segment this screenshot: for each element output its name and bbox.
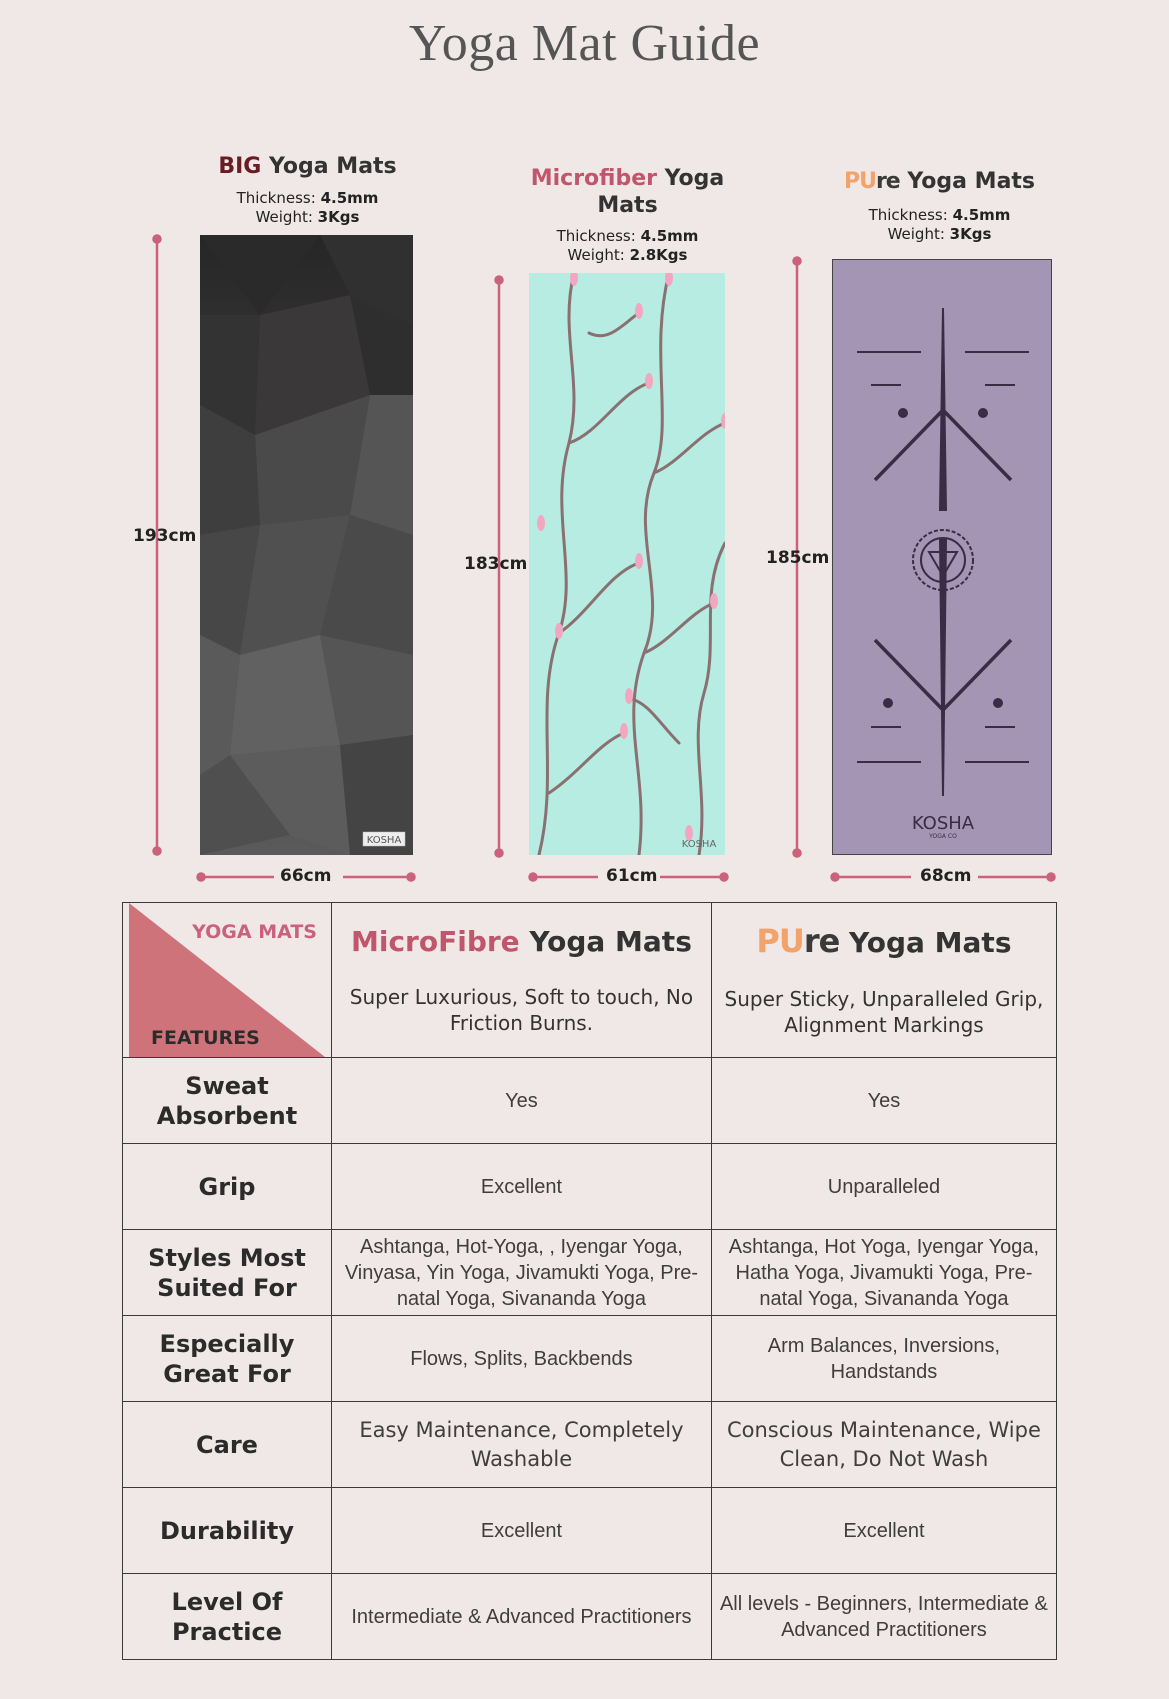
mat-microfiber-width: 61cm [606, 866, 658, 886]
table-row [123, 1488, 1057, 1574]
microfibre-value: Excellent [332, 1144, 712, 1230]
mat-big-heading: BIG Yoga Mats [218, 154, 397, 179]
feature-label: Level Of Practice [123, 1574, 332, 1660]
table-row [123, 1058, 1057, 1144]
mat-microfiber-length: 183cm [464, 554, 528, 574]
column-title-pure: PUre Yoga Mats [756, 922, 1012, 960]
pure-value: Ashtanga, Hot Yoga, Iyengar Yoga, Hatha Yoga, Jivamukti Yoga, Pre-natal Yoga, Sivananda Yoga [711, 1230, 1056, 1316]
feature-label: Styles Most Suited For [123, 1230, 332, 1316]
table-row [123, 1402, 1057, 1488]
magnolia-branch-icon [529, 273, 725, 855]
mat-pure-specs: Thickness: 4.5mm Weight: 3Kgs [868, 206, 1011, 243]
kosha-logo-text: KOSHA [911, 813, 975, 834]
table-row [123, 1316, 1057, 1402]
microfibre-value: Yes [332, 1058, 712, 1144]
column-title-microfibre: MicroFibre Yoga Mats [351, 924, 692, 958]
column-subtitle-pure: Super Sticky, Unparalleled Grip, Alignment Markings [724, 987, 1044, 1037]
corner-label-mats: YOGA MATS [192, 921, 317, 943]
pure-value: Excellent [711, 1488, 1056, 1574]
alignment-markings-icon [833, 260, 1052, 855]
pure-logo: PUre [843, 169, 900, 194]
table-row [123, 1230, 1057, 1316]
table-corner [123, 903, 332, 1058]
geometric-pattern-icon [200, 235, 413, 855]
mat-big-width: 66cm [280, 866, 332, 886]
pure-value: Arm Balances, Inversions, Handstands [711, 1316, 1056, 1402]
table-row [123, 1144, 1057, 1230]
kosha-logo-subtext: YOGA CO [929, 833, 957, 840]
microfibre-value: Easy Maintenance, Completely Washable [332, 1402, 712, 1488]
page-title: Yoga Mat Guide [408, 15, 761, 72]
column-header-microfibre [332, 903, 712, 1058]
kosha-logo-text: KOSHA [366, 835, 402, 846]
feature-label: Care [123, 1402, 332, 1488]
mat-microfiber-specs: Thickness: 4.5mm Weight: 2.8Kgs [556, 227, 699, 264]
column-subtitle-microfibre: Super Luxurious, Soft to touch, No Friction Burns. [349, 984, 694, 1035]
kosha-logo-text: KOSHA [681, 839, 717, 850]
mat-microfiber-heading: Microfiber Yoga Mats [530, 166, 725, 218]
table-row [123, 1574, 1057, 1660]
pure-logo: PUre [756, 922, 840, 960]
mat-pure-length: 185cm [766, 548, 830, 568]
column-header-pure [711, 903, 1056, 1058]
microfibre-value: Intermediate & Advanced Practitioners [332, 1574, 712, 1660]
feature-label: Sweat Absorbent [123, 1058, 332, 1144]
mat-big-specs: Thickness: 4.5mm Weight: 3Kgs [236, 189, 379, 226]
feature-label: Especially Great For [123, 1316, 332, 1402]
corner-label-features: FEATURES [151, 1027, 260, 1049]
mat-big-length: 193cm [133, 526, 197, 546]
microfibre-value: Flows, Splits, Backbends [332, 1316, 712, 1402]
pure-value: Unparalleled [711, 1144, 1056, 1230]
microfibre-value: Ashtanga, Hot-Yoga, , Iyengar Yoga, Vinyasa, Yin Yoga, Jivamukti Yoga, Pre-natal Yoga, Sivananda Yoga [332, 1230, 712, 1316]
mat-big-image [200, 235, 413, 855]
mat-pure-heading: PUre Yoga Mats [843, 169, 1036, 194]
mat-pure-image [832, 259, 1052, 855]
feature-label: Grip [123, 1144, 332, 1230]
feature-label: Durability [123, 1488, 332, 1574]
comparison-table [122, 902, 1057, 1660]
pure-value: Conscious Maintenance, Wipe Clean, Do Not Wash [711, 1402, 1056, 1488]
pure-value: All levels - Beginners, Intermediate & Advanced Practitioners [711, 1574, 1056, 1660]
mat-microfiber-image [529, 273, 725, 855]
table-header-row [123, 903, 1057, 1058]
pure-value: Yes [711, 1058, 1056, 1144]
microfibre-value: Excellent [332, 1488, 712, 1574]
mat-pure-width: 68cm [920, 866, 972, 886]
